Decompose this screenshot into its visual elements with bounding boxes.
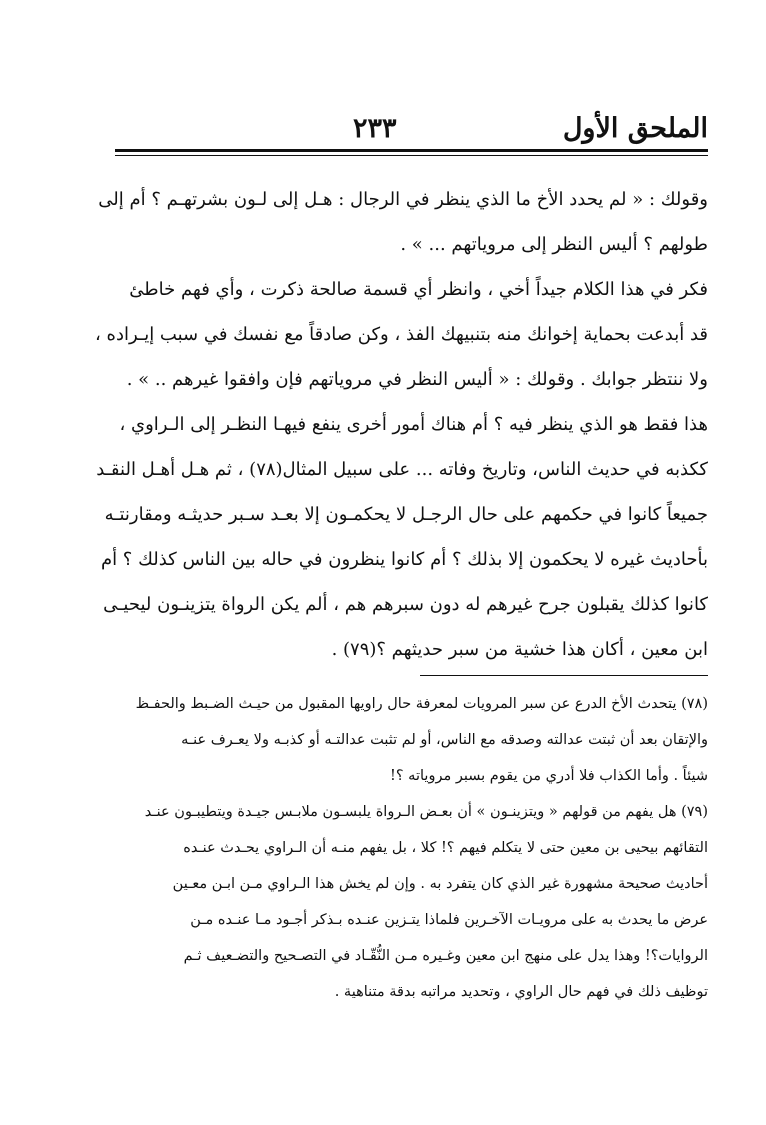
text-line: بأحاديث غيره لا يحكمون إلا بذلك ؟ أم كانوا ينظرون في حاله بين الناس كذلك ؟ أم — [100, 549, 708, 570]
footnote-line: (٧٨) يتحدث الأخ الدرع عن سبر المرويات لمعرفة حال راويها المقبول من حيـث الضـبط والحفـظ — [135, 696, 708, 712]
text-line: جميعاً كانوا في حكمهم على حال الرجـل لا يحكمـون إلا بعـد سـبر حديثـه ومقارنتـه — [104, 504, 708, 525]
footnote-line: الروايات؟! وهذا يدل على منهج ابن معين وغـيره مـن النُّقّـاد في التصـحيح والتضـعيف ثـم — [183, 948, 708, 964]
running-header — [115, 112, 708, 146]
footnote-separator — [420, 675, 708, 676]
text-line: كانوا كذلك يقبلون جرح غيرهم له دون سبرهم هم ، ألم يكن الرواة يتزينـون ليحيـى — [103, 594, 708, 615]
main-text — [95, 177, 708, 672]
footnote-line: والإتقان بعد أن ثبتت عدالته وصدقه مع الناس، أو لم تثبت عدالتـه أو كذبـه ولا يعـرف عنـه — [181, 732, 708, 748]
footnote-line: (٧٩) هل يفهم من قولهم « ويتزينـون » أن بعـض الـرواة يلبسـون ملابـس جيـدة ويتطيبـون عنـد — [144, 804, 708, 820]
chapter-title: الملحق الأول — [562, 113, 708, 144]
footnote-line: شيئاً . وأما الكذاب فلا أدري من يقوم بسبر مروياته ؟! — [390, 768, 708, 784]
text-line: ولا ننتظر جوابك . وقولك : « أليس النظر في مروياتهم فإن وافقوا غيرهم .. » . — [126, 369, 708, 390]
text-line: طولهم ؟ أليس النظر إلى مروياتهم ... » . — [400, 234, 708, 255]
footnotes — [115, 686, 708, 1010]
footnote-line: عرض ما يحدث به على مرويـات الآخـرين فلماذا يتـزين عنـده بـذكر أجـود مـا عنـده مـن — [190, 912, 708, 928]
footnote-line: توظيف ذلك في فهم حال الراوي ، وتحديد مراتبه بدقة متناهية . — [334, 984, 708, 1000]
footnote-line: التقائهم بيحيى بن معين حتى لا يتكلم فيهم ؟! كلا ، بل يفهم منـه أن الـراوي يحـدث عنـده — [183, 840, 708, 856]
header-rule-thick — [115, 149, 708, 152]
text-line: قد أبدعت بحماية إخوانك منه بتنبيهك الفذ ، وكن صادقاً مع نفسك في سبب إيـراده ، — [95, 324, 708, 345]
text-line: فكر في هذا الكلام جيداً أخي ، وانظر أي قسمة صالحة ذكرت ، وأي فهم خاطئ — [129, 279, 708, 300]
text-line: وقولك : « لم يحدد الأخ ما الذي ينظر في الرجال : هـل إلى لـون بشرتهـم ؟ أم إلى — [98, 189, 708, 210]
text-line: هذا فقط هو الذي ينظر فيه ؟ أم هناك أمور أخرى ينفع فيهـا النظـر إلى الـراوي ، — [119, 414, 708, 435]
page-number: ٢٣٣ — [353, 113, 397, 144]
text-line: ككذبه في حديث الناس، وتاريخ وفاته ... على سبيل المثال(٧٨) ، ثم هـل أهـل النقـد — [96, 459, 708, 480]
text-line: ابن معين ، أكان هذا خشية من سبر حديثهم ؟(٧٩) . — [331, 639, 708, 660]
header-rule-thin — [115, 155, 708, 156]
footnote-line: أحاديث صحيحة مشهورة غير الذي كان يتفرد به . وإن لم يخش هذا الـراوي مـن ابـن معـين — [172, 876, 708, 892]
